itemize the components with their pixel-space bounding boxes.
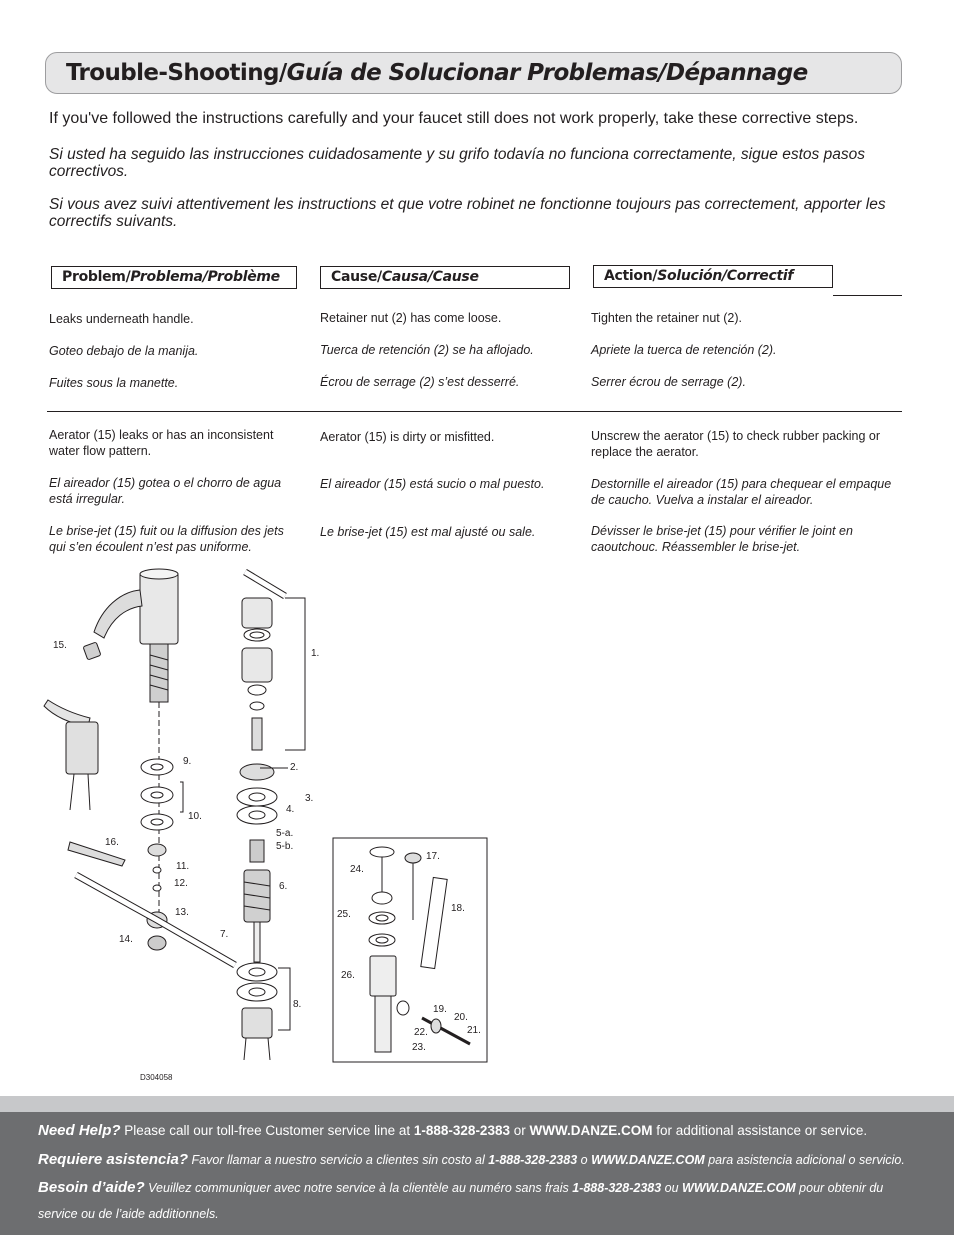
label-4: 4. [286, 804, 295, 815]
row1-cause-en: Retainer nut (2) has come loose. [320, 311, 502, 325]
label-15: 15. [53, 640, 67, 651]
label-3: 3. [305, 793, 314, 804]
label-16: 16. [105, 837, 119, 848]
intro-english: If you've followed the instructions carefully and your faucet still does not work properly, take these corrective steps. [49, 110, 859, 127]
label-17: 17. [426, 851, 440, 862]
footer-en-text1: Please call our toll-free Customer service line at [120, 1123, 414, 1138]
row1-action-es: Apriete la tuerca de retención (2). [591, 343, 777, 357]
column-header-problem-tr: Problema/Problème [130, 269, 280, 285]
footer-help-bar [0, 1096, 954, 1235]
faucet-top-shape [140, 569, 178, 579]
column-header-problem-en: Problem/ [62, 269, 131, 285]
footer-help-french-cont [38, 1207, 219, 1221]
part-number: D304058 [140, 1073, 173, 1082]
header-rule [833, 295, 902, 296]
label-14: 14. [119, 934, 133, 945]
label-9: 9. [183, 756, 192, 767]
aerator-shape [83, 642, 101, 660]
footer-en-text2: or [509, 1123, 530, 1138]
row2-cause-es: El aireador (15) está sucio o mal puesto. [320, 477, 545, 491]
label-2: 2. [290, 762, 299, 773]
label-21: 21. [467, 1025, 481, 1036]
footer-fr-website-link[interactable]: WWW.DANZE.COM [682, 1181, 796, 1195]
column-header-cause [320, 266, 570, 289]
label-5a: 5-a. [276, 828, 294, 839]
column-header-action-tr: Solución/Correctif [657, 268, 794, 284]
intro-spanish: Si usted ha seguido las instrucciones cuidadosamente y su grifo todavía no funciona correctamente, sigue estos pasos correctivos. [49, 146, 865, 180]
row2-cause-en: Aerator (15) is dirty or misfitted. [320, 430, 495, 444]
row1-action-fr: Serrer écrou de serrage (2). [591, 375, 746, 389]
label-1: 1. [311, 648, 320, 659]
threaded-shank-shape [150, 644, 168, 702]
footer-es-lead: Requiere asistencia? [38, 1151, 189, 1168]
footer-fr-text1: Veuillez communiquer avec notre service à la clientèle au numéro sans frais [144, 1181, 573, 1195]
row2-cause-fr: Le brise-jet (15) est mal ajusté ou sale. [320, 525, 536, 539]
footer-fr-lead: Besoin d’aide? [38, 1179, 145, 1196]
footer-band [0, 1096, 954, 1112]
row1-cause-fr: Écrou de serrage (2) s’est desserré. [320, 375, 520, 389]
column-header-cause-tr: Causa/Cause [381, 269, 479, 285]
row1-cause-es: Tuerca de retención (2) se ha aflojado. [320, 343, 534, 357]
title-bar [45, 52, 902, 94]
footer-fr-text3: pour obtenir du [795, 1181, 884, 1195]
label-18: 18. [451, 903, 465, 914]
footer-fr-phone[interactable]: 1-888-328-2383 [572, 1181, 662, 1195]
label-12: 12. [174, 878, 188, 889]
label-22: 22. [414, 1027, 428, 1038]
label-26: 26. [341, 970, 355, 981]
title-english: Trouble-Shooting/ [66, 60, 287, 86]
footer-fr-text4: service ou de l’aide additionnels. [38, 1207, 219, 1221]
label-25: 25. [337, 909, 351, 920]
footer-en-phone[interactable]: 1-888-328-2383 [413, 1123, 510, 1138]
label-10: 10. [188, 811, 202, 822]
row2-problem-en: Aerator (15) leaks or has an inconsistent water flow pattern. [49, 428, 274, 458]
column-header-action-en: Action/ [604, 268, 658, 284]
footer-en-lead: Need Help? [38, 1122, 121, 1139]
label-19: 19. [433, 1004, 447, 1015]
column-header-problem [51, 266, 297, 289]
row2-action-en: Unscrew the aerator (15) to check rubber packing or replace the aerator. [591, 429, 881, 459]
exploded-parts-diagram [30, 560, 500, 1090]
row1-problem-fr: Fuites sous la manette. [49, 376, 179, 390]
footer-fr-text2: ou [661, 1181, 683, 1195]
row-divider [47, 411, 902, 412]
title-translations: Guía de Solucionar Problemas/Dépannage [286, 60, 808, 86]
row1-problem-es: Goteo debajo de la manija. [49, 344, 199, 358]
row2-problem-fr: Le brise-jet (15) fuit ou la diffusion des jets qui s’en écoulent n’est pas uniforme. [49, 524, 284, 554]
row1-action-en: Tighten the retainer nut (2). [591, 311, 743, 325]
label-13: 13. [175, 907, 189, 918]
footer-es-text2: o [577, 1153, 592, 1167]
label-24: 24. [350, 864, 364, 875]
label-11: 11. [176, 861, 190, 872]
label-5b: 5-b. [276, 841, 294, 852]
page-title [66, 60, 808, 86]
row1-problem-en: Leaks underneath handle. [49, 312, 194, 326]
intro-french: Si vous avez suivi attentivement les instructions et que votre robinet ne fonctionne toujours pas correctement, apporter les correctifs suivants. [49, 196, 886, 230]
footer-help-spanish [38, 1151, 905, 1168]
parts-illustration [30, 560, 500, 1090]
footer-es-website-link[interactable]: WWW.DANZE.COM [591, 1153, 705, 1167]
footer-es-text1: Favor llamar a nuestro servicio a clientes sin costo al [188, 1153, 489, 1167]
footer-help-french [38, 1179, 883, 1196]
faucet-body-shape [140, 572, 178, 644]
label-8: 8. [293, 999, 302, 1010]
row2-problem-es: El aireador (15) gotea o el chorro de agua está irregular. [49, 476, 282, 506]
label-23: 23. [412, 1042, 426, 1053]
footer-es-text3: para asistencia adicional o servicio. [704, 1153, 905, 1167]
label-7: 7. [220, 929, 229, 940]
column-header-cause-en: Cause/ [331, 269, 382, 285]
label-20: 20. [454, 1012, 468, 1023]
footer-help-english [38, 1122, 867, 1139]
footer-en-text3: for additional assistance or service. [652, 1123, 868, 1138]
footer-es-phone[interactable]: 1-888-328-2383 [488, 1153, 578, 1167]
label-6: 6. [279, 881, 288, 892]
row2-action-fr: Dévisser le brise-jet (15) pour vérifier le joint en caoutchouc. Réassembler le brise-jet. [591, 524, 853, 554]
row2-action-es: Destornille el aireador (15) para chequear el empaque de caucho. Vuelva a instalar el aireador. [591, 477, 892, 507]
footer-en-website-link[interactable]: WWW.DANZE.COM [529, 1123, 653, 1138]
column-header-action [593, 265, 833, 288]
spout-shape [94, 590, 142, 638]
